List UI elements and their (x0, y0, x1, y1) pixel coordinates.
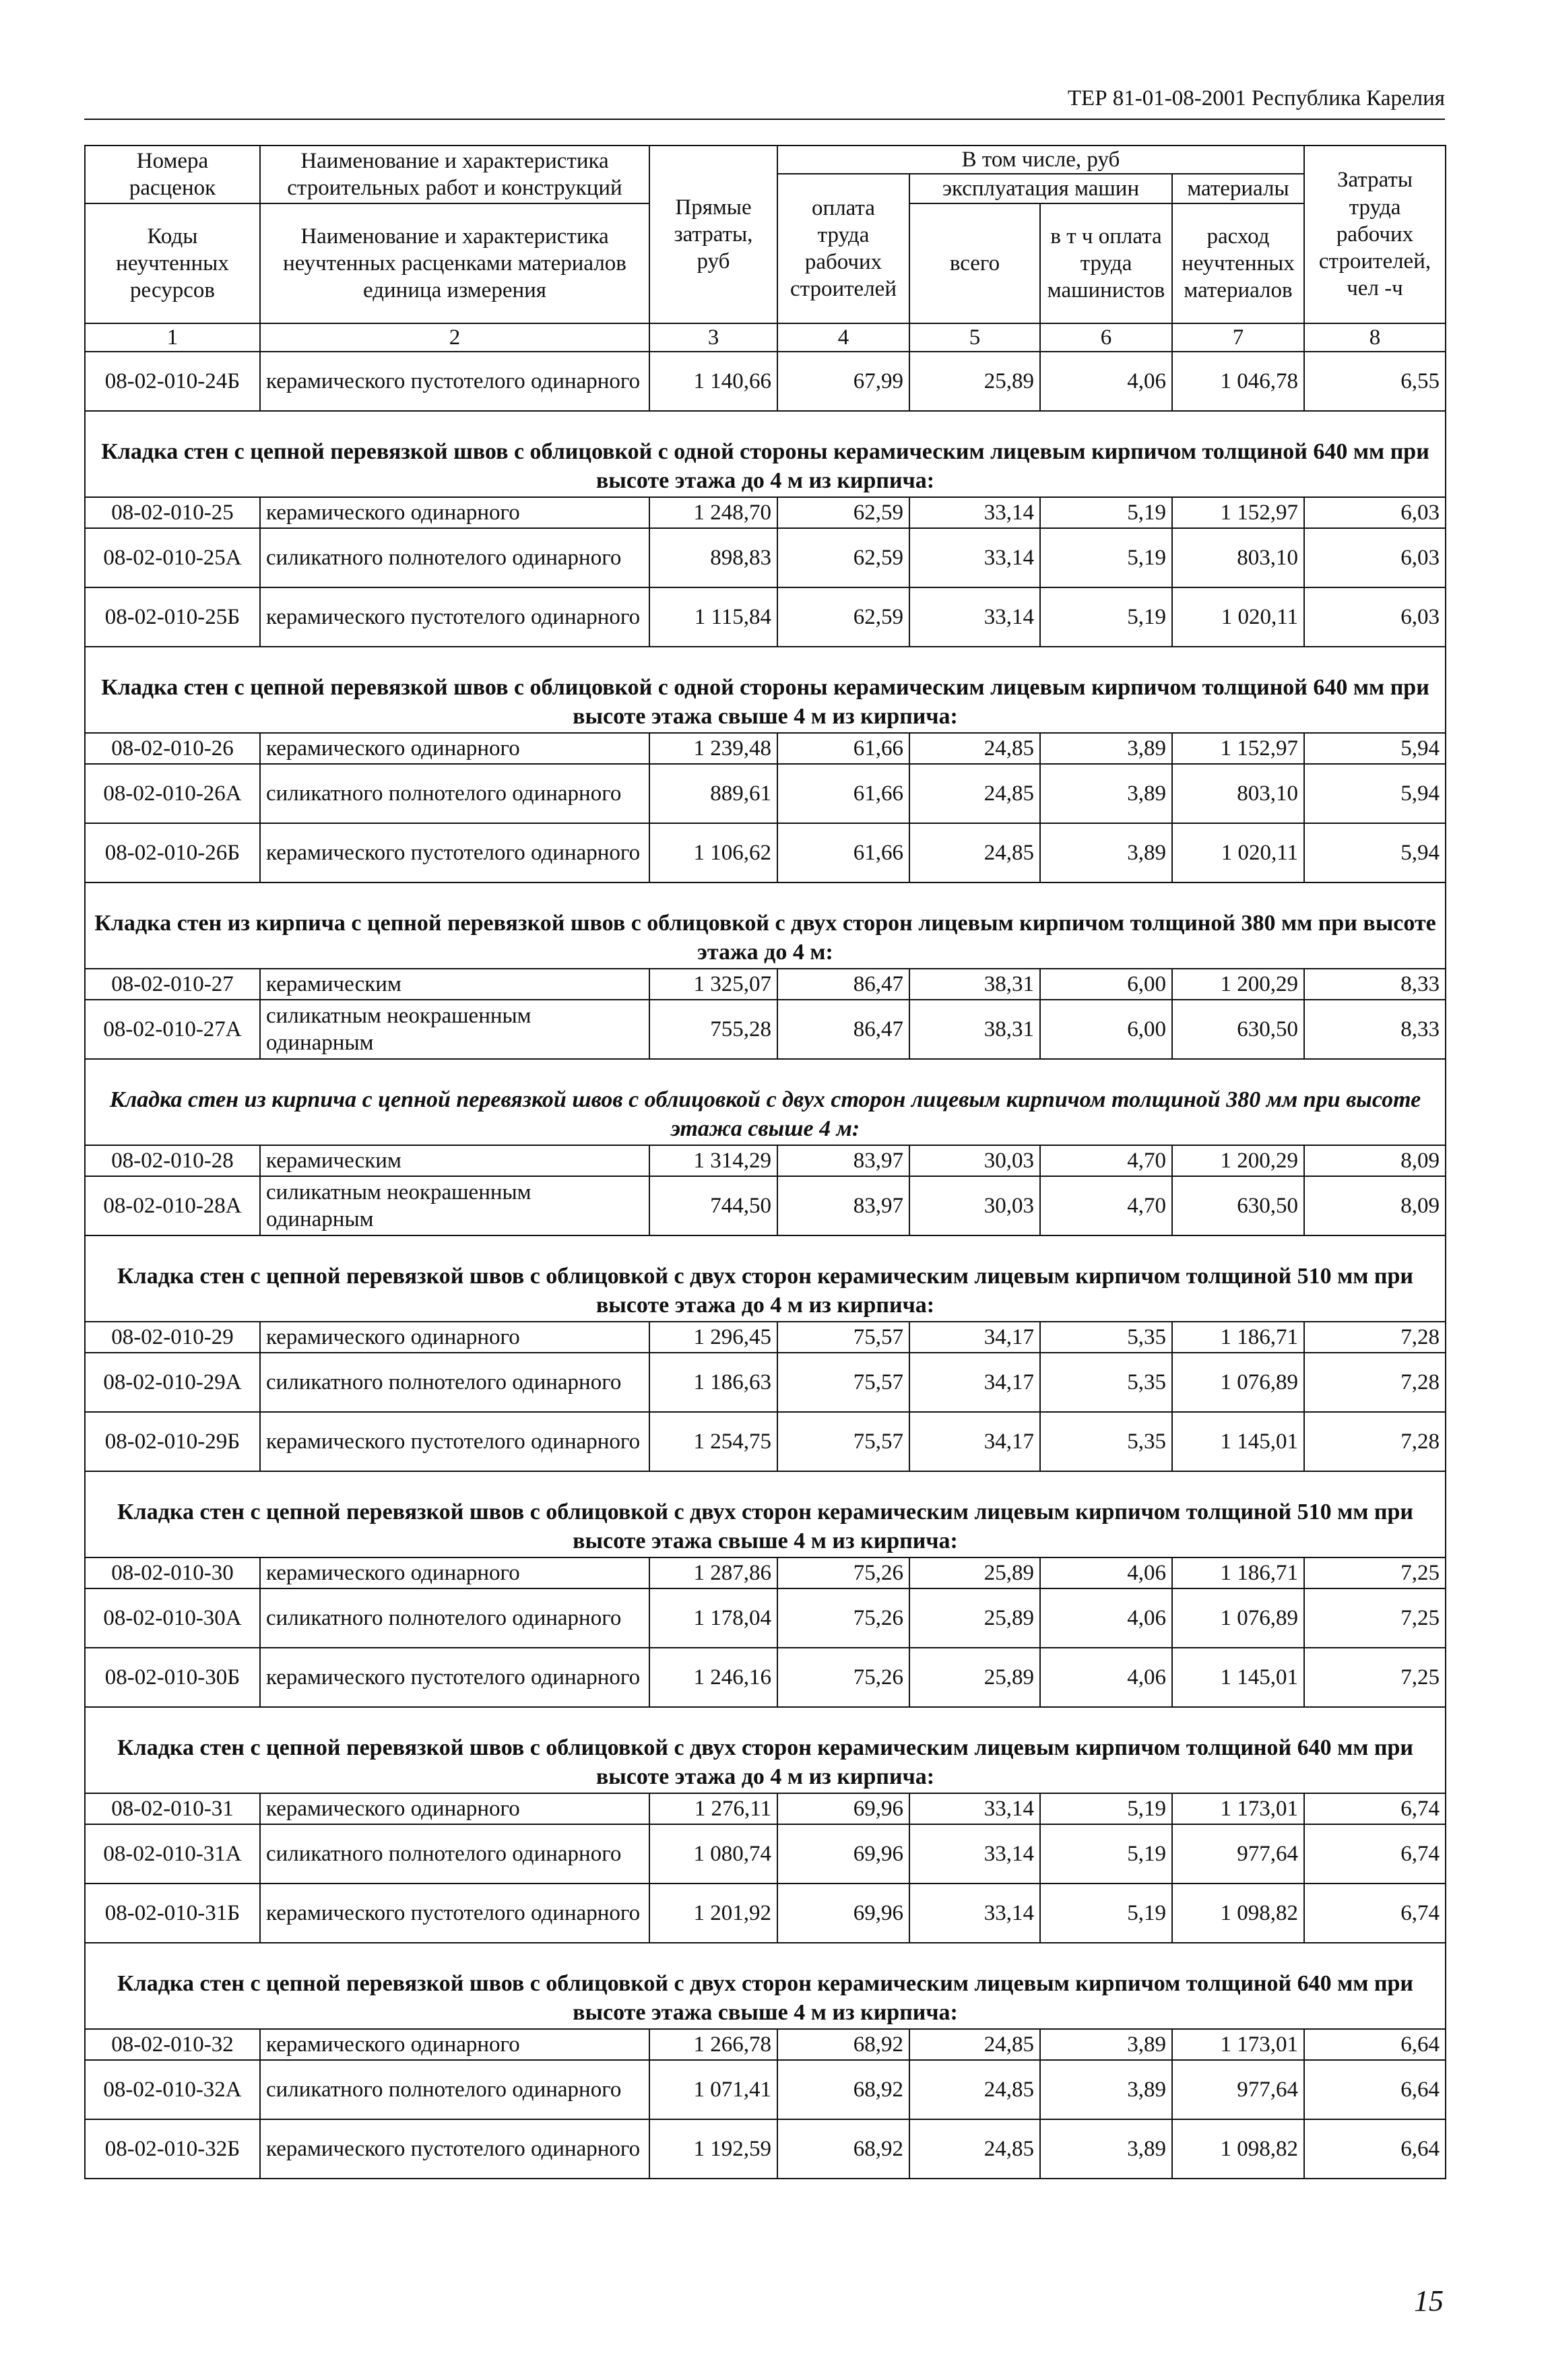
header-direct-costs: Прямые затраты, руб (649, 146, 777, 323)
operators-cost: 4,70 (1040, 1145, 1172, 1176)
rate-name: керамического пустотелого одинарного (260, 587, 649, 647)
table-row (85, 1322, 1446, 1353)
operators-cost: 3,89 (1040, 823, 1172, 882)
materials-cost: 1 145,01 (1172, 1648, 1304, 1707)
column-number: 5 (909, 323, 1040, 352)
operators-cost: 4,06 (1040, 352, 1172, 411)
labor-cost: 86,47 (777, 1000, 909, 1059)
labor-cost: 75,57 (777, 1412, 909, 1471)
labor-cost: 61,66 (777, 733, 909, 764)
rate-code: 08-02-010-29 (85, 1322, 260, 1353)
materials-cost: 630,50 (1172, 1176, 1304, 1235)
labor-hours: 6,03 (1304, 528, 1446, 587)
materials-cost: 1 173,01 (1172, 1793, 1304, 1824)
operators-cost: 5,35 (1040, 1353, 1172, 1412)
column-number: 8 (1304, 323, 1446, 352)
labor-cost: 69,96 (777, 1884, 909, 1943)
document-title: ТЕР 81-01-08-2001 Республика Карелия (1067, 86, 1445, 110)
section-title-row (85, 1059, 1446, 1145)
table-row (85, 497, 1446, 528)
direct-cost: 1 239,48 (649, 733, 777, 764)
labor-hours: 8,33 (1304, 969, 1446, 1000)
direct-cost: 1 178,04 (649, 1588, 777, 1648)
rate-code: 08-02-010-31Б (85, 1884, 260, 1943)
rate-code: 08-02-010-29А (85, 1353, 260, 1412)
table-row (85, 1884, 1446, 1943)
materials-cost: 1 186,71 (1172, 1557, 1304, 1588)
table-row (85, 2119, 1446, 2179)
labor-cost: 83,97 (777, 1176, 909, 1235)
rate-code: 08-02-010-30Б (85, 1648, 260, 1707)
operators-cost: 5,19 (1040, 1824, 1172, 1884)
operators-cost: 3,89 (1040, 764, 1172, 823)
machines-cost: 33,14 (909, 1884, 1040, 1943)
header-machines-total: всего (909, 203, 1040, 323)
labor-cost: 69,96 (777, 1824, 909, 1884)
section-title: Кладка стен с цепной перевязкой швов с облицовкой с двух сторон керамическим лицевым кирпичом толщиной 640 мм при высоте этажа свыше 4 м из кирпича: (85, 1943, 1446, 2029)
labor-hours: 5,94 (1304, 764, 1446, 823)
machines-cost: 25,89 (909, 1557, 1040, 1588)
direct-cost: 1 071,41 (649, 2060, 777, 2119)
rate-name: керамического одинарного (260, 1793, 649, 1824)
materials-cost: 1 186,71 (1172, 1322, 1304, 1353)
labor-cost: 75,26 (777, 1648, 909, 1707)
materials-cost: 977,64 (1172, 1824, 1304, 1884)
table-header (85, 146, 1446, 352)
table-row (85, 733, 1446, 764)
labor-cost: 86,47 (777, 969, 909, 1000)
materials-cost: 1 145,01 (1172, 1412, 1304, 1471)
machines-cost: 34,17 (909, 1412, 1040, 1471)
section-title: Кладка стен из кирпича с цепной перевязкой швов с облицовкой с двух сторон лицевым кирпичом толщиной 380 мм при высоте этажа свыше 4 м: (85, 1059, 1446, 1145)
labor-hours: 6,64 (1304, 2119, 1446, 2179)
direct-cost: 1 186,63 (649, 1353, 777, 1412)
header-machines: эксплуатация машин (909, 174, 1172, 203)
rate-code: 08-02-010-31 (85, 1793, 260, 1824)
table-row (85, 1412, 1446, 1471)
rate-name: керамического пустотелого одинарного (260, 1412, 649, 1471)
operators-cost: 3,89 (1040, 2119, 1172, 2179)
machines-cost: 25,89 (909, 352, 1040, 411)
rate-name: керамического пустотелого одинарного (260, 823, 649, 882)
rate-name: керамического пустотелого одинарного (260, 1884, 649, 1943)
labor-hours: 7,25 (1304, 1588, 1446, 1648)
header-materials: материалы (1172, 174, 1304, 203)
rate-code: 08-02-010-28А (85, 1176, 260, 1235)
direct-cost: 1 246,16 (649, 1648, 777, 1707)
labor-cost: 68,92 (777, 2060, 909, 2119)
operators-cost: 4,70 (1040, 1176, 1172, 1235)
direct-cost: 755,28 (649, 1000, 777, 1059)
rate-code: 08-02-010-27 (85, 969, 260, 1000)
materials-cost: 1 098,82 (1172, 1884, 1304, 1943)
header-materials-usage: расход неучтенных материалов (1172, 203, 1304, 323)
labor-cost: 61,66 (777, 764, 909, 823)
direct-cost: 1 248,70 (649, 497, 777, 528)
table-row (85, 2060, 1446, 2119)
materials-cost: 803,10 (1172, 764, 1304, 823)
materials-cost: 1 020,11 (1172, 587, 1304, 647)
labor-hours: 6,55 (1304, 352, 1446, 411)
direct-cost: 1 266,78 (649, 2029, 777, 2060)
section-title-row (85, 1707, 1446, 1793)
operators-cost: 5,35 (1040, 1322, 1172, 1353)
rate-name: керамического пустотелого одинарного (260, 1648, 649, 1707)
rate-name: керамического пустотелого одинарного (260, 2119, 649, 2179)
operators-cost: 5,35 (1040, 1412, 1172, 1471)
header-codes-bottom: Коды неучтенных ресурсов (85, 203, 260, 323)
machines-cost: 38,31 (909, 969, 1040, 1000)
direct-cost: 1 296,45 (649, 1322, 777, 1353)
rate-code: 08-02-010-26А (85, 764, 260, 823)
labor-hours: 7,28 (1304, 1412, 1446, 1471)
rate-name: силикатного полнотелого одинарного (260, 1824, 649, 1884)
direct-cost: 1 106,62 (649, 823, 777, 882)
table-row (85, 1588, 1446, 1648)
materials-cost: 1 076,89 (1172, 1353, 1304, 1412)
rate-name: керамического одинарного (260, 2029, 649, 2060)
table-row (85, 2029, 1446, 2060)
machines-cost: 24,85 (909, 2119, 1040, 2179)
machines-cost: 30,03 (909, 1176, 1040, 1235)
direct-cost: 1 254,75 (649, 1412, 777, 1471)
section-title: Кладка стен с цепной перевязкой швов с облицовкой с двух сторон керамическим лицевым кирпичом толщиной 510 мм при высоте этажа свыше 4 м из кирпича: (85, 1471, 1446, 1557)
labor-cost: 68,92 (777, 2119, 909, 2179)
rate-name: силикатного полнотелого одинарного (260, 764, 649, 823)
labor-cost: 61,66 (777, 823, 909, 882)
materials-cost: 1 020,11 (1172, 823, 1304, 882)
direct-cost: 1 192,59 (649, 2119, 777, 2179)
labor-cost: 62,59 (777, 587, 909, 647)
rate-name: керамического пустотелого одинарного (260, 352, 649, 411)
operators-cost: 4,06 (1040, 1648, 1172, 1707)
table-row (85, 587, 1446, 647)
rate-code: 08-02-010-30 (85, 1557, 260, 1588)
labor-hours: 8,33 (1304, 1000, 1446, 1059)
machines-cost: 33,14 (909, 587, 1040, 647)
header-name-bottom: Наименование и характеристика неучтенных расценками материалов единица измерения (260, 203, 649, 323)
machines-cost: 33,14 (909, 1793, 1040, 1824)
section-title: Кладка стен с цепной перевязкой швов с облицовкой с двух сторон керамическим лицевым кирпичом толщиной 640 мм при высоте этажа до 4 м из кирпича: (85, 1707, 1446, 1793)
machines-cost: 24,85 (909, 823, 1040, 882)
table-row (85, 764, 1446, 823)
operators-cost: 4,06 (1040, 1557, 1172, 1588)
materials-cost: 630,50 (1172, 1000, 1304, 1059)
rate-code: 08-02-010-32 (85, 2029, 260, 2060)
labor-hours: 6,64 (1304, 2060, 1446, 2119)
rate-name: силикатным неокрашенным одинарным (260, 1176, 649, 1235)
materials-cost: 1 152,97 (1172, 497, 1304, 528)
operators-cost: 6,00 (1040, 969, 1172, 1000)
column-number: 7 (1172, 323, 1304, 352)
rate-name: керамическим (260, 1145, 649, 1176)
machines-cost: 25,89 (909, 1588, 1040, 1648)
column-number: 1 (85, 323, 260, 352)
operators-cost: 5,19 (1040, 497, 1172, 528)
section-title-row (85, 1471, 1446, 1557)
rate-name: керамического одинарного (260, 1557, 649, 1588)
direct-cost: 744,50 (649, 1176, 777, 1235)
labor-hours: 5,94 (1304, 823, 1446, 882)
labor-cost: 67,99 (777, 352, 909, 411)
header-codes-top: Номера расценок (85, 146, 260, 203)
labor-hours: 6,74 (1304, 1884, 1446, 1943)
operators-cost: 6,00 (1040, 1000, 1172, 1059)
labor-hours: 8,09 (1304, 1176, 1446, 1235)
table-row (85, 1145, 1446, 1176)
rate-code: 08-02-010-26Б (85, 823, 260, 882)
rate-code: 08-02-010-27А (85, 1000, 260, 1059)
materials-cost: 1 076,89 (1172, 1588, 1304, 1648)
table-row (85, 528, 1446, 587)
section-title: Кладка стен с цепной перевязкой швов с облицовкой с двух сторон керамическим лицевым кирпичом толщиной 510 мм при высоте этажа до 4 м из кирпича: (85, 1235, 1446, 1322)
machines-cost: 24,85 (909, 733, 1040, 764)
direct-cost: 1 314,29 (649, 1145, 777, 1176)
rate-code: 08-02-010-32А (85, 2060, 260, 2119)
section-title-row (85, 1235, 1446, 1322)
direct-cost: 1 140,66 (649, 352, 777, 411)
machines-cost: 38,31 (909, 1000, 1040, 1059)
rate-code: 08-02-010-29Б (85, 1412, 260, 1471)
section-title: Кладка стен из кирпича с цепной перевязкой швов с облицовкой с двух сторон лицевым кирпичом толщиной 380 мм при высоте этажа до 4 м: (85, 882, 1446, 969)
table-row (85, 1557, 1446, 1588)
labor-hours: 8,09 (1304, 1145, 1446, 1176)
labor-cost: 75,57 (777, 1353, 909, 1412)
rate-name: силикатного полнотелого одинарного (260, 1353, 649, 1412)
header-name-top: Наименование и характеристика строительных работ и конструкций (260, 146, 649, 203)
labor-hours: 6,03 (1304, 497, 1446, 528)
rate-code: 08-02-010-25А (85, 528, 260, 587)
table-row (85, 823, 1446, 882)
materials-cost: 803,10 (1172, 528, 1304, 587)
rate-code: 08-02-010-32Б (85, 2119, 260, 2179)
rate-name: силикатным неокрашенным одинарным (260, 1000, 649, 1059)
labor-cost: 62,59 (777, 497, 909, 528)
direct-cost: 898,83 (649, 528, 777, 587)
rate-code: 08-02-010-24Б (85, 352, 260, 411)
machines-cost: 34,17 (909, 1322, 1040, 1353)
materials-cost: 977,64 (1172, 2060, 1304, 2119)
machines-cost: 24,85 (909, 2060, 1040, 2119)
labor-hours: 6,64 (1304, 2029, 1446, 2060)
header-labor-hours: Затраты труда рабочих строителей, чел -ч (1304, 146, 1446, 323)
column-number: 4 (777, 323, 909, 352)
table-row (85, 1648, 1446, 1707)
materials-cost: 1 098,82 (1172, 2119, 1304, 2179)
operators-cost: 5,19 (1040, 1884, 1172, 1943)
table-row (85, 1793, 1446, 1824)
materials-cost: 1 200,29 (1172, 1145, 1304, 1176)
labor-hours: 7,28 (1304, 1322, 1446, 1353)
column-numbers-row (85, 323, 1446, 352)
labor-hours: 6,74 (1304, 1793, 1446, 1824)
header-group: В том числе, руб (777, 146, 1304, 174)
section-title-row (85, 647, 1446, 733)
table-row (85, 352, 1446, 411)
labor-cost: 75,26 (777, 1557, 909, 1588)
rate-name: силикатного полнотелого одинарного (260, 528, 649, 587)
machines-cost: 30,03 (909, 1145, 1040, 1176)
operators-cost: 5,19 (1040, 528, 1172, 587)
labor-cost: 75,26 (777, 1588, 909, 1648)
section-title-row (85, 882, 1446, 969)
section-title-row (85, 1943, 1446, 2029)
column-number: 2 (260, 323, 649, 352)
operators-cost: 3,89 (1040, 733, 1172, 764)
machines-cost: 34,17 (909, 1353, 1040, 1412)
column-number: 3 (649, 323, 777, 352)
direct-cost: 889,61 (649, 764, 777, 823)
table-row (85, 1353, 1446, 1412)
rate-code: 08-02-010-25 (85, 497, 260, 528)
rate-code: 08-02-010-25Б (85, 587, 260, 647)
operators-cost: 3,89 (1040, 2029, 1172, 2060)
section-title: Кладка стен с цепной перевязкой швов с облицовкой с одной стороны керамическим лицевым кирпичом толщиной 640 мм при высоте этажа до 4 м из кирпича: (85, 411, 1446, 497)
rate-code: 08-02-010-26 (85, 733, 260, 764)
header-operators: в т ч оплата труда машинистов (1040, 203, 1172, 323)
materials-cost: 1 200,29 (1172, 969, 1304, 1000)
materials-cost: 1 173,01 (1172, 2029, 1304, 2060)
machines-cost: 33,14 (909, 528, 1040, 587)
page-number: 15 (1414, 2284, 1444, 2317)
header-labor: оплата труда рабочих строителей (777, 174, 909, 323)
direct-cost: 1 201,92 (649, 1884, 777, 1943)
rate-name: керамического одинарного (260, 1322, 649, 1353)
labor-hours: 7,28 (1304, 1353, 1446, 1412)
labor-cost: 75,57 (777, 1322, 909, 1353)
rate-name: керамическим (260, 969, 649, 1000)
materials-cost: 1 152,97 (1172, 733, 1304, 764)
table-body (85, 352, 1446, 2179)
operators-cost: 3,89 (1040, 2060, 1172, 2119)
labor-cost: 62,59 (777, 528, 909, 587)
rate-code: 08-02-010-30А (85, 1588, 260, 1648)
section-title: Кладка стен с цепной перевязкой швов с облицовкой с одной стороны керамическим лицевым кирпичом толщиной 640 мм при высоте этажа свыше 4 м из кирпича: (85, 647, 1446, 733)
rate-code: 08-02-010-28 (85, 1145, 260, 1176)
header-rule (84, 119, 1445, 120)
rate-name: силикатного полнотелого одинарного (260, 2060, 649, 2119)
rate-name: керамического одинарного (260, 733, 649, 764)
operators-cost: 4,06 (1040, 1588, 1172, 1648)
machines-cost: 25,89 (909, 1648, 1040, 1707)
labor-hours: 7,25 (1304, 1648, 1446, 1707)
labor-hours: 7,25 (1304, 1557, 1446, 1588)
table-row (85, 1000, 1446, 1059)
table-row (85, 1176, 1446, 1235)
labor-hours: 5,94 (1304, 733, 1446, 764)
direct-cost: 1 287,86 (649, 1557, 777, 1588)
labor-cost: 69,96 (777, 1793, 909, 1824)
labor-cost: 68,92 (777, 2029, 909, 2060)
column-number: 6 (1040, 323, 1172, 352)
direct-cost: 1 325,07 (649, 969, 777, 1000)
section-title-row (85, 411, 1446, 497)
machines-cost: 24,85 (909, 764, 1040, 823)
labor-hours: 6,74 (1304, 1824, 1446, 1884)
rate-name: силикатного полнотелого одинарного (260, 1588, 649, 1648)
rate-code: 08-02-010-31А (85, 1824, 260, 1884)
table-row (85, 1824, 1446, 1884)
table-row (85, 969, 1446, 1000)
machines-cost: 24,85 (909, 2029, 1040, 2060)
labor-hours: 6,03 (1304, 587, 1446, 647)
labor-cost: 83,97 (777, 1145, 909, 1176)
rates-table (84, 145, 1446, 2179)
materials-cost: 1 046,78 (1172, 352, 1304, 411)
operators-cost: 5,19 (1040, 587, 1172, 647)
machines-cost: 33,14 (909, 1824, 1040, 1884)
direct-cost: 1 080,74 (649, 1824, 777, 1884)
direct-cost: 1 115,84 (649, 587, 777, 647)
direct-cost: 1 276,11 (649, 1793, 777, 1824)
machines-cost: 33,14 (909, 497, 1040, 528)
operators-cost: 5,19 (1040, 1793, 1172, 1824)
rate-name: керамического одинарного (260, 497, 649, 528)
